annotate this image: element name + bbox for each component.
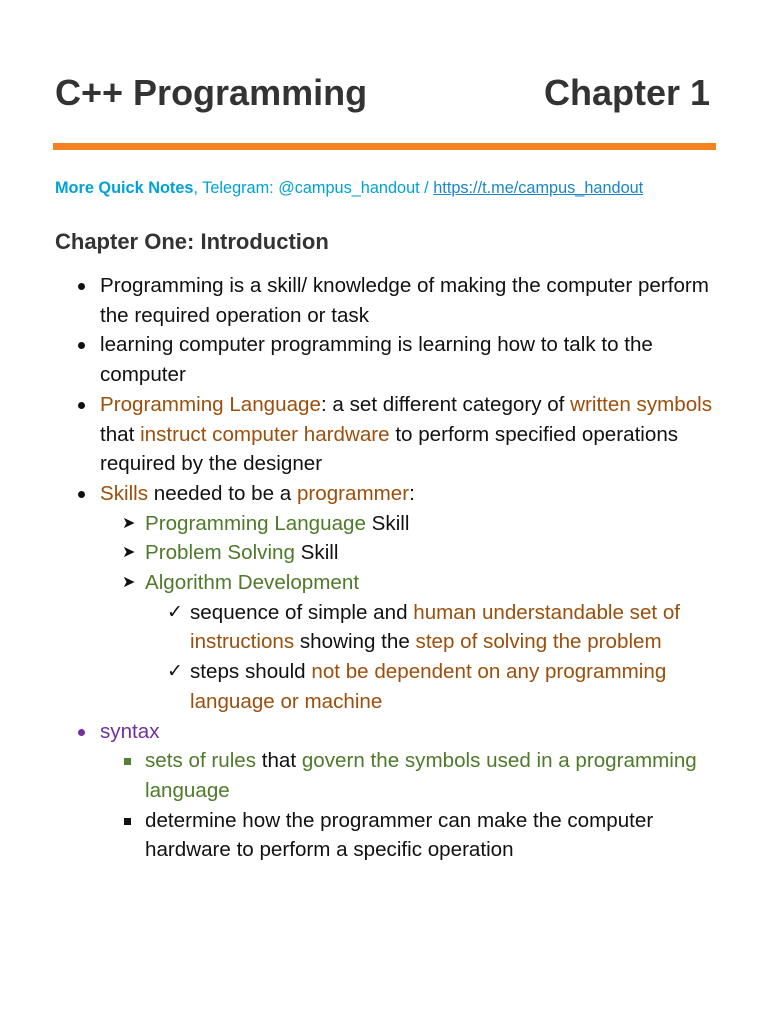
bullet-dot-icon	[78, 402, 85, 409]
chapter-label: Chapter 1	[543, 72, 710, 113]
telegram-link[interactable]: https://t.me/campus_handout	[433, 179, 644, 197]
list-item: ✓ sequence of simple and human understandable set of instructions showing the step of solving the problem	[55, 598, 735, 657]
quick-notes-line	[55, 179, 725, 198]
quick-notes-label: More Quick Notes	[55, 179, 194, 197]
list-item: ✓ steps should not be dependent on any programming language or machine	[55, 657, 735, 716]
arrow-bullet-icon: ➤	[122, 544, 136, 562]
list-item: ➤ Problem Solving Skill	[55, 538, 735, 568]
telegram-handle: Telegram: @campus_handout /	[202, 179, 434, 197]
bullet-dot-icon	[78, 729, 85, 736]
bullet-dot-icon	[78, 283, 85, 290]
square-bullet-icon	[124, 818, 131, 825]
checkmark-icon: ✓	[167, 601, 183, 623]
list-item: ➤ Programming Language Skill	[55, 509, 735, 539]
quick-notes-separator: ,	[193, 179, 203, 197]
bullet-dot-icon	[78, 342, 85, 349]
arrow-bullet-icon: ➤	[122, 574, 136, 592]
list-item: ➤ Algorithm Development	[55, 568, 735, 598]
arrow-bullet-icon: ➤	[122, 514, 136, 532]
list-item: Programming Language: a set different category of written symbols that instruct computer hardware to perform specified operations required by the designer	[55, 390, 735, 479]
section-heading: Chapter One: Introduction	[55, 229, 329, 254]
document-title: C++ Programming	[55, 72, 368, 113]
list-item: sets of rules that govern the symbols used in a programming language	[55, 746, 735, 805]
list-item: determine how the programmer can make the computer hardware to perform a specific operation	[55, 806, 735, 865]
list-item: Programming is a skill/ knowledge of making the computer perform the required operation or task	[55, 271, 735, 330]
page-header	[55, 72, 710, 114]
checkmark-icon: ✓	[167, 661, 183, 683]
header-divider	[53, 143, 716, 150]
list-item: Skills needed to be a programmer:	[55, 479, 735, 509]
list-item: learning computer programming is learning how to talk to the computer	[55, 330, 735, 389]
square-bullet-icon	[124, 758, 131, 765]
notes-content	[55, 271, 735, 865]
bullet-dot-icon	[78, 491, 85, 498]
list-item: syntax	[55, 717, 735, 747]
